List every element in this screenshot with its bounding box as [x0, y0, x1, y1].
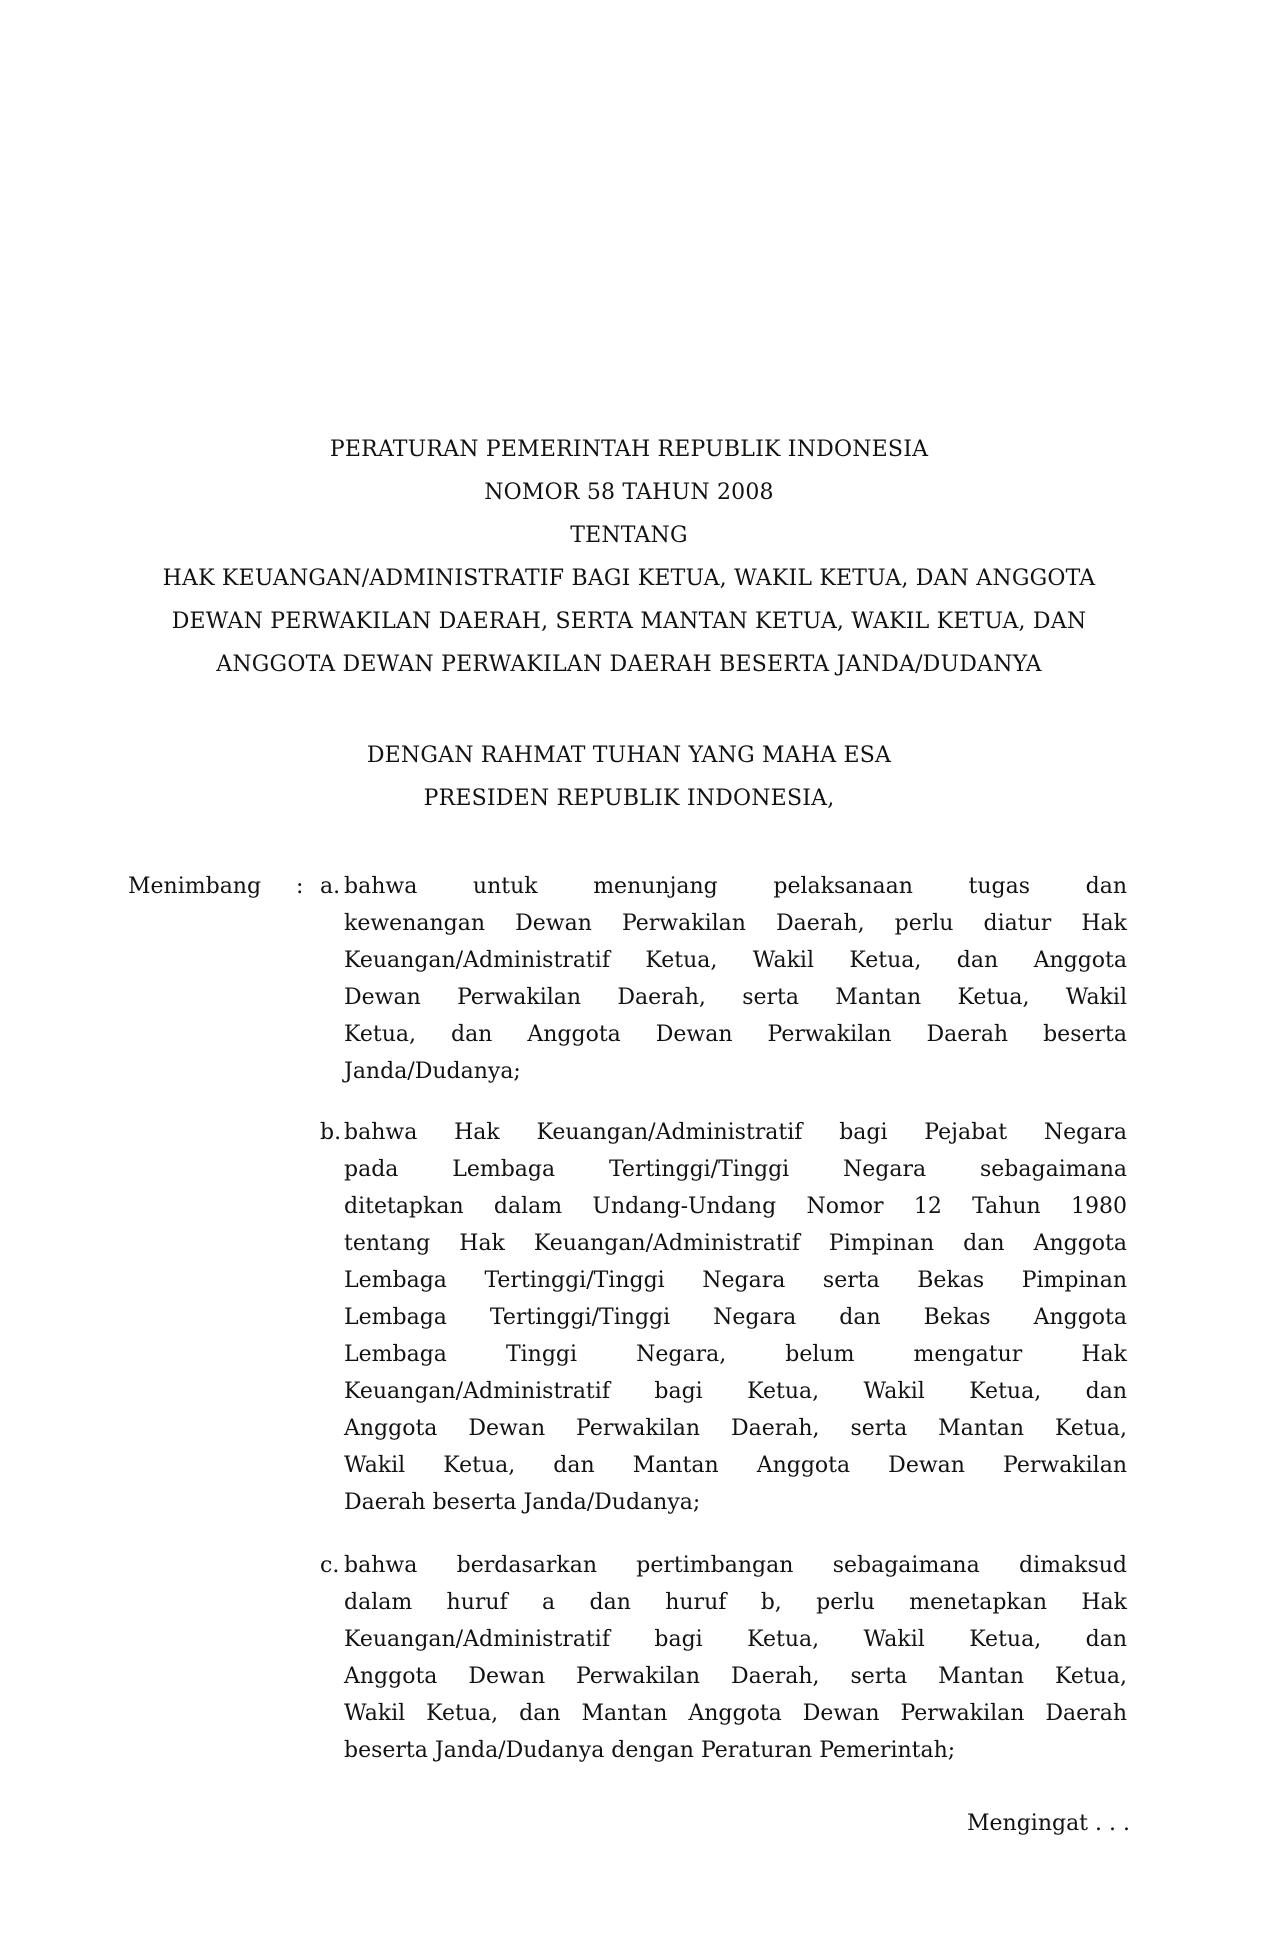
heading-number-line: NOMOR 58 TAHUN 2008 — [484, 480, 774, 505]
text-line: Dewan Perwakilan Daerah, serta Mantan Ketua, Wakil — [344, 985, 1127, 1010]
preamble-invocation: DENGAN RAHMAT TUHAN YANG MAHA ESA — [366, 743, 892, 768]
text-line: Lembaga Tertinggi/Tinggi Negara dan Bekas Anggota — [344, 1305, 1127, 1330]
item-marker: a. — [320, 874, 341, 899]
text-line: Anggota Dewan Perwakilan Daerah, serta Mantan Ketua, — [344, 1664, 1127, 1689]
preamble-authority: PRESIDEN REPUBLIK INDONESIA, — [423, 786, 835, 811]
item-text — [344, 868, 1127, 1090]
preamble — [128, 734, 1130, 820]
text-line: Lembaga Tinggi Negara, belum mengatur Hak — [344, 1342, 1127, 1367]
considering-colon: : — [296, 874, 304, 899]
regulation-heading — [128, 428, 1130, 686]
considering-item-c — [320, 1547, 1127, 1769]
item-text — [344, 1114, 1127, 1521]
text-line: bahwa berdasarkan pertimbangan sebagaimana dimaksud — [344, 1553, 1127, 1578]
text-line: Ketua, dan Anggota Dewan Perwakilan Daerah beserta — [344, 1022, 1127, 1047]
regulation-subject — [128, 557, 1130, 686]
text-line: Wakil Ketua, dan Mantan Anggota Dewan Perwakilan Daerah — [344, 1701, 1127, 1726]
text-line: ditetapkan dalam Undang-Undang Nomor 12 Tahun 1980 — [344, 1194, 1127, 1219]
heading-tentang-line: TENTANG — [570, 523, 688, 548]
text-line: bahwa Hak Keuangan/Administratif bagi Pejabat Negara — [344, 1120, 1127, 1145]
text-line: kewenangan Dewan Perwakilan Daerah, perlu diatur Hak — [344, 911, 1127, 936]
text-line: Keuangan/Administratif bagi Ketua, Wakil Ketua, dan — [344, 1379, 1127, 1404]
text-line: Keuangan/Administratif Ketua, Wakil Ketua, dan Anggota — [344, 948, 1127, 973]
text-line: ANGGOTA DEWAN PERWAKILAN DAERAH BESERTA JANDA/DUDANYA — [216, 652, 1042, 677]
text-line: HAK KEUANGAN/ADMINISTRATIF BAGI KETUA, WAKIL KETUA, DAN ANGGOTA — [162, 566, 1096, 591]
document-content — [128, 428, 1130, 1842]
considering-item-a — [320, 868, 1127, 1090]
text-line: Keuangan/Administratif bagi Ketua, Wakil Ketua, dan — [344, 1627, 1127, 1652]
considering-items — [320, 868, 1127, 1769]
text-line: tentang Hak Keuangan/Administratif Pimpinan dan Anggota — [344, 1231, 1127, 1256]
text-line: bahwa untuk menunjang pelaksanaan tugas dan — [344, 874, 1127, 899]
considering-item-b — [320, 1114, 1127, 1521]
item-text — [344, 1547, 1127, 1769]
considering-label: Menimbang — [128, 874, 262, 899]
text-line: Janda/Dudanya; — [344, 1059, 521, 1084]
item-marker: c. — [320, 1553, 340, 1578]
text-line: Lembaga Tertinggi/Tinggi Negara serta Bekas Pimpinan — [344, 1268, 1127, 1293]
text-line: DEWAN PERWAKILAN DAERAH, SERTA MANTAN KETUA, WAKIL KETUA, DAN — [171, 609, 1087, 634]
heading-title-line: PERATURAN PEMERINTAH REPUBLIK INDONESIA — [329, 437, 929, 462]
text-line: Anggota Dewan Perwakilan Daerah, serta Mantan Ketua, — [344, 1416, 1127, 1441]
text-line: dalam huruf a dan huruf b, perlu menetapkan Hak — [344, 1590, 1127, 1615]
text-line: Wakil Ketua, dan Mantan Anggota Dewan Perwakilan — [344, 1453, 1127, 1478]
text-line: pada Lembaga Tertinggi/Tinggi Negara sebagaimana — [344, 1157, 1127, 1182]
item-marker: b. — [320, 1120, 342, 1145]
considering-section — [128, 868, 1130, 1769]
text-line: Daerah beserta Janda/Dudanya; — [344, 1490, 701, 1515]
page-catchword: Mengingat . . . — [966, 1811, 1130, 1836]
text-line: beserta Janda/Dudanya dengan Peraturan Pemerintah; — [344, 1738, 956, 1763]
